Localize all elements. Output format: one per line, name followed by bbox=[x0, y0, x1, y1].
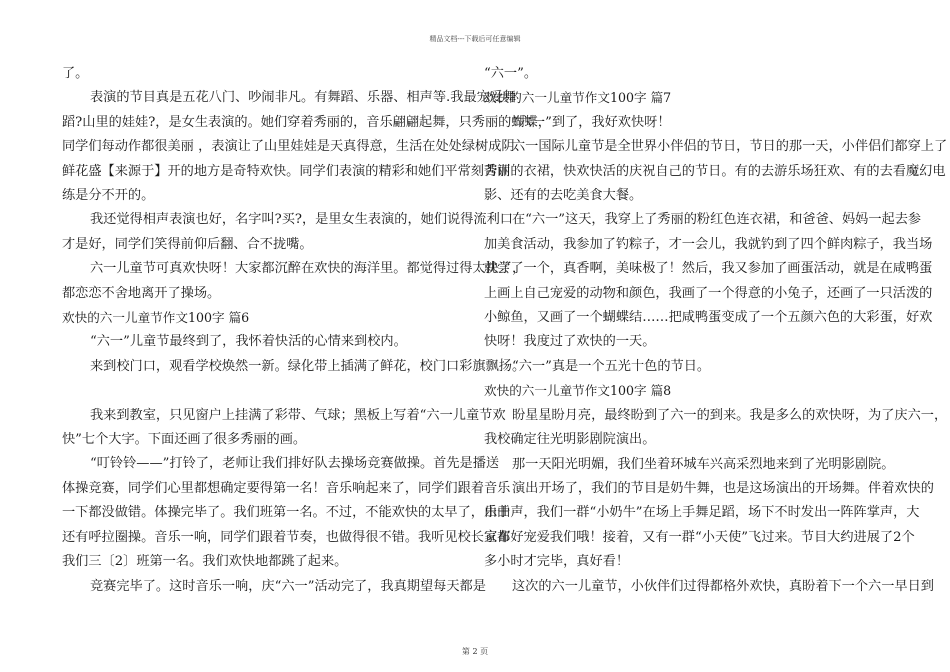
text-line: 快呀！我度过了欢快的一天。 bbox=[484, 334, 656, 350]
text-line: 演出开场了，我们的节目是奶牛舞，也是这场演出的开场舞。伴着欢快的 bbox=[512, 480, 934, 496]
text-line: 体操竞赛，同学们心里都想确定要得第一名！音乐响起来了，同学们跟着音乐 bbox=[62, 480, 511, 496]
text-line: 秀丽的衣裙，快欢快活的庆祝自己的节日。有的去游乐场狂欢、有的去看魔幻电 bbox=[484, 163, 946, 179]
text-line: 鲜花盛【来源于】开的地方是奇特欢快。同学们表演的精彩和她们平常刻苦训 bbox=[62, 163, 511, 179]
text-line: 我们三〔2〕班第一名。我们欢快地都跳了起来。 bbox=[62, 554, 348, 570]
text-line: 一下都没做错。体操完毕了。我们班第一名。不过，不能欢快的太早了，由于 bbox=[62, 505, 511, 521]
text-line: 乐曲声，我们一群“小奶牛”在场上手舞足蹈，场下不时发出一阵阵掌声，大 bbox=[484, 505, 920, 521]
section-heading: 欢快的六一儿童节作文100字 篇8 bbox=[484, 383, 672, 399]
text-line: 多小时才完毕，真好看！ bbox=[484, 554, 630, 570]
text-line: 上画上自己宠爱的动物和颜色，我画了一个得意的小兔子，还画了一只活泼的 bbox=[484, 285, 933, 301]
header-note: 精品文档---下载后可任意编辑 bbox=[429, 35, 521, 43]
text-line: 盼星星盼月亮，最终盼到了六一的到来。我是多么的欢快呀，为了庆六一， bbox=[512, 407, 948, 423]
text-line: 快”七个大字。下面还画了很多秀丽的画。 bbox=[62, 432, 307, 448]
text-line: 我校确定往光明影剧院演出。 bbox=[484, 432, 656, 448]
text-line: 家都好宠爱我们哦！接着，又有一群“小天使”飞过来。节目大约进展了2个 bbox=[484, 529, 915, 545]
text-line: 同学们每动作都很美丽 ，表演让了山里娃娃是天真得意，生活在处处绿树成阴、 bbox=[62, 139, 528, 155]
text-line: 六一儿童节可真欢快呀！大家都沉醉在欢快的海洋里。都觉得过得太快了， bbox=[90, 261, 526, 277]
text-line: 还有呼拉圈操。音乐一响，同学们跟着节奏，也做得很不错。我听见校长宣布 bbox=[62, 529, 511, 545]
text-line: “六一”。 bbox=[484, 66, 538, 81]
right-column bbox=[484, 62, 948, 599]
text-line: 竞赛完毕了。这时音乐一响，庆“六一”活动完了，我真期望每天都是 bbox=[90, 578, 486, 594]
text-line: 就尝了一个，真香啊，美味极了！然后，我又参加了画蛋活动，就是在咸鸭蛋 bbox=[484, 261, 933, 277]
text-line: “六一”儿童节最终到了，我怀着快活的心情来到校内。 bbox=[90, 334, 407, 350]
text-line: 小鲸鱼，又画了一个蝴蝶结……把咸鸭蛋变成了一个五颜六色的大彩蛋，好欢 bbox=[484, 310, 933, 326]
blank-line bbox=[62, 379, 452, 403]
text-line: 表演的节目真是五花八门、吵闹非凡。有舞蹈、乐器、相声等.我最宠爱舞 bbox=[90, 90, 517, 106]
text-line: “六一”到了，我好欢快呀！ bbox=[512, 114, 671, 130]
text-line: “六一”真是一个五光十色的节日。 bbox=[512, 358, 711, 374]
section-heading: 欢快的六一儿童节作文100字 篇6 bbox=[62, 310, 250, 326]
text-line: 加美食活动，我参加了钓粽子，才一会儿，我就钓到了四个鲜肉粽子，我当场 bbox=[484, 236, 933, 252]
text-line: 蹈?山里的娃娃?，是女生表演的。她们穿着秀丽的，音乐翩翩起舞，只秀丽的蝴蝶， bbox=[62, 114, 551, 130]
text-line: 影、还有的去吃美食大餐。 bbox=[484, 188, 643, 204]
text-line: 六一国际儿童节是全世界小伴侣的节日，节日的那一天，小伴侣们都穿上了 bbox=[512, 139, 948, 155]
text-line: 来到校门口，观看学校焕然一新。绿化带上插满了鲜花，校门口彩旗飘扬。 bbox=[90, 358, 526, 374]
section-heading: 欢快的六一儿童节作文100字 篇7 bbox=[484, 90, 672, 106]
text-line: 这次的六一儿童节，小伙伴们过得都格外欢快，真盼着下一个六一早日到 bbox=[512, 578, 934, 594]
text-line: 那一天阳光明媚，我们坐着环城车兴高采烈地来到了光明影剧院。 bbox=[512, 456, 895, 472]
page-number: 第 2 页 bbox=[461, 647, 489, 656]
left-column bbox=[62, 62, 551, 599]
text-line: 我来到教室，只见窗户上挂满了彩带、气球；黑板上写着“六一儿童节欢 bbox=[90, 407, 506, 423]
text-line: 才是好，同学们笑得前仰后翻、合不拢嘴。 bbox=[62, 236, 313, 252]
text-line: “叮铃铃——”打铃了，老师让我们排好队去操场竞赛做操。首先是播送 bbox=[90, 456, 500, 472]
text-line: 我还觉得相声表演也好，名字叫?买?，是里女生表演的，她们说得流利口 bbox=[90, 212, 513, 228]
text-line: 都恋恋不舍地离开了操场。 bbox=[62, 285, 221, 301]
text-line: 练是分不开的。 bbox=[62, 188, 155, 204]
text-line: 了。 bbox=[62, 66, 89, 81]
text-line: 在“六一”这天，我穿上了秀丽的粉红色连衣裙，和爸爸、妈妈一起去参 bbox=[512, 212, 922, 228]
